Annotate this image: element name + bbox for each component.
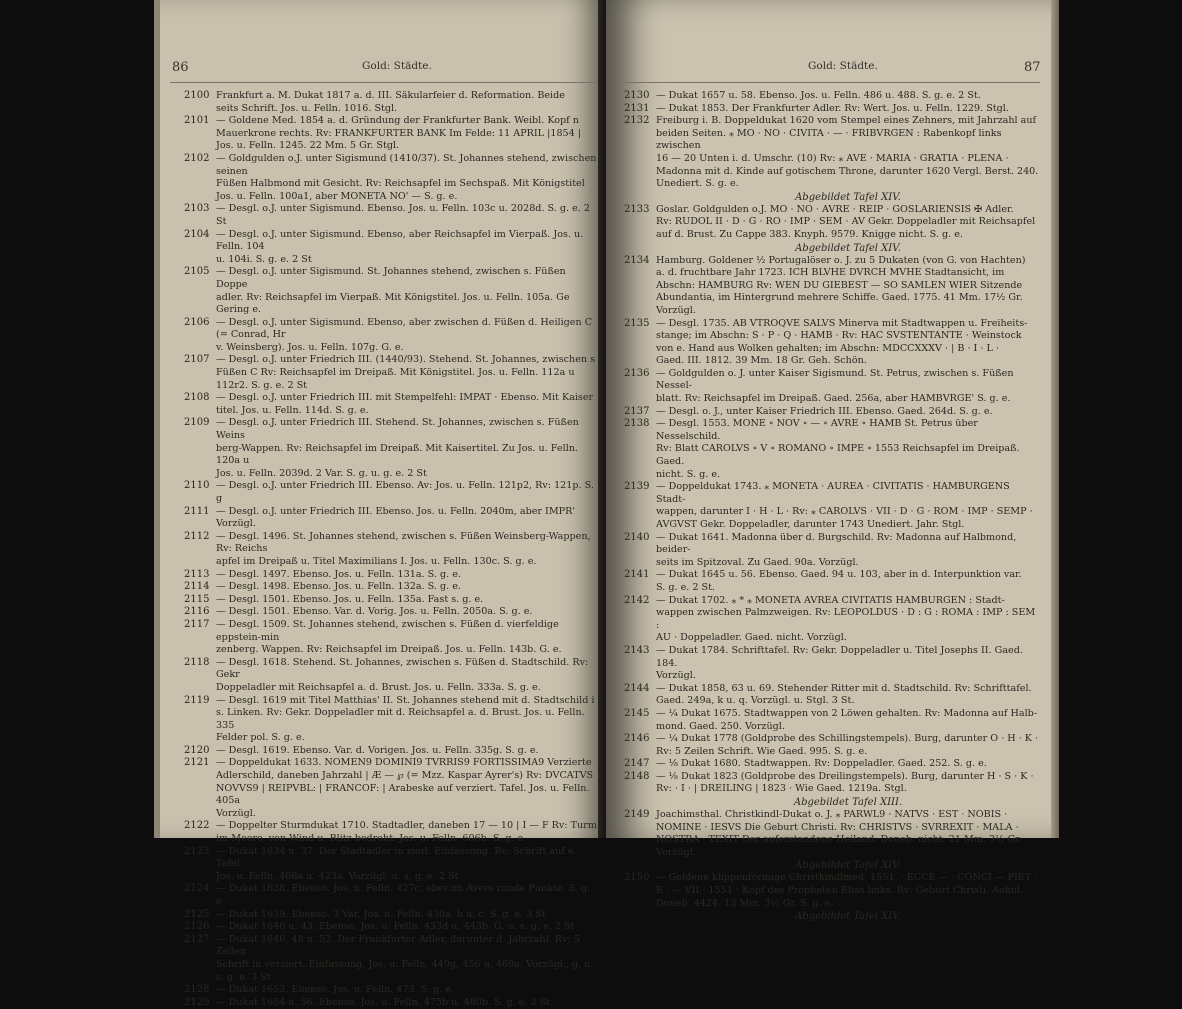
entry-text: — Desgl. 1497. Ebenso. Jos. u. Felln. 131a. S. g. e.: [216, 568, 461, 580]
entry-text: — ¼ Dukat 1778 (Goldprobe des Schillingstempels). Burg, darunter O · H · K · Rv: 5 Zeilen Schrift. Wie Gaed. 995. S. g. e.: [656, 733, 1039, 757]
catalog-entry: [624, 809, 1040, 859]
entry-number: 2119: [184, 694, 210, 706]
entry-text: — Goldgulden o. J. unter Kaiser Sigismund. St. Petrus, zwischen s. Füßen Nessel- blatt. Rv: Reichsapfel im Dreipaß. Gaed. 256a, aber HAMBVRGE' S. g. e.: [656, 367, 1014, 405]
catalog-entry: [184, 531, 598, 569]
entry-text: — Doppelter Sturmdukat 1710. Stadtadler, daneben 17 — 10 | I — F Rv: Turm im Meere, von Wind u. Blitz bedroht. Jos. u. Felln. 606b. S. g. e.: [216, 820, 597, 845]
entry-text: — Desgl. o.J. unter Friedrich III. Stehend. St. Johannes, zwischen s. Füßen Weins berg-Wappen. Rv: Reichsapfel im Dreipaß. Mit Kaisertitel. Zu Jos. u. Felln. 120a u Jos. u. Felln. 2039d. 2 Var. S. g. u. g. e. 2 St: [216, 417, 579, 479]
catalog-entry: [184, 997, 598, 1009]
entry-number: 2123: [184, 845, 210, 857]
entry-text: Joachimsthal. Christkindl-Dukat o. J. ⁎ PARWL9 · NATVS · EST · NOBIS · NOMINE · IESVS Die Geburt Christi. Rv: CHRISTVS · SVRREXIT · MALA · NOSTRA · TEXIT Der auferstandene Heiland. Doneb. nicht. 21 Mm. 3½ Gr. Vorzügl.: [656, 809, 1022, 858]
entry-number: 2100: [184, 90, 210, 101]
entry-text: — Dukat 1639. Ebenso. 3 Var. Jos. u. Felln. 430a, b u. c. S. g. e. 3 St: [216, 908, 546, 920]
catalog-entry: [184, 984, 598, 997]
catalog-entry: [184, 934, 598, 984]
catalog-entry: [624, 103, 1040, 116]
entry-number: 2109: [184, 417, 210, 429]
entry-text: Hamburg. Goldener ½ Portugalöser o. J. zu 5 Dukaten (von G. von Hachten) a. d. fruchtbare Jahr 1723. ICH BLVHE DVRCH MVHE Stadtansicht, im Abschn: HAMBURG Rv: WEN DU GIEBEST — SO SAMLEN WIER Sitzende Abundantia, im Hintergrund mehrere Schiffe. Gaed. 1775. 41 Mm. 17½ Gr. Vorzügl.: [656, 254, 1026, 316]
catalog-entry: [184, 153, 598, 203]
entry-text: — Desgl. o.J. unter Friedrich III. Ebenso. Av: Jos. u. Felln. 121p2, Rv: 121p. S. g: [216, 480, 594, 504]
catalog-entry: [184, 569, 598, 582]
entry-number: 2138: [624, 418, 650, 430]
entry-number: 2143: [624, 644, 650, 656]
entry-number: 2135: [624, 317, 650, 329]
catalog-entry: [184, 115, 598, 153]
entry-number: 2127: [184, 933, 210, 945]
entry-text: — Dukat 1654 u. 56. Ebenso. Jos. u. Felln. 475b u. 480b. S. g. e. 2 St: [216, 996, 551, 1008]
entry-number: 2122: [184, 820, 210, 832]
catalog-entry: [184, 581, 598, 594]
catalog-entry: [624, 318, 1040, 368]
entry-number: 2106: [184, 316, 210, 328]
catalog-entry: [184, 90, 598, 115]
catalog-entry: [624, 255, 1040, 318]
entry-number: 2140: [624, 531, 650, 543]
entry-number: 2150: [624, 872, 650, 884]
entry-text: — Desgl. 1619. Ebenso. Var. d. Vorigen. Jos. u. Felln. 335g. S. g. e.: [216, 744, 539, 756]
entry-number: 2131: [624, 102, 650, 114]
entry-text: — Dukat 1634 u. 37. Der Stadtadler in zierl. Einfassung. Rv: Schrift auf e. Tafel Jos. u. Felln. 408a u. 423a. Vorzügl. u. s. g. e. 2 St: [216, 845, 577, 882]
entry-number: 2110: [184, 480, 210, 492]
entry-number: 2115: [184, 593, 210, 605]
plate-caption: Abgebildet Tafel XIV.: [795, 911, 901, 923]
catalog-entry: [184, 606, 598, 619]
entry-number: 2133: [624, 203, 650, 215]
entry-text: — Doppeldukat 1743. ⁎ MONETA · AUREA · CIVITATIS · HAMBURGENS Stadt- wappen, darunter I · H · L · Rv: ⁎ CAROLVS · VII · D · G · ROM · IMP · SEMP · AVGVST Gekr. Doppeladler, darunter 1743 Unediert. Jahr. Stgl.: [656, 481, 1033, 530]
entry-text: — Desgl. 1618. Stehend. St. Johannes, zwischen s. Füßen d. Stadtschild. Rv: Gekr Doppeladler mit Reichsapfel a. d. Brust. Jos. u. Felln. 333a. S. g. e.: [216, 656, 589, 693]
entry-number: 2113: [184, 568, 210, 580]
catalog-entry: [184, 883, 598, 908]
entry-text: — Desgl. o.J. unter Sigismund. Ebenso, aber zwischen d. Füßen d. Heiligen C (= Conrad, Hr v. Weinsberg). Jos. u. Felln. 107g. G. e.: [216, 316, 593, 353]
catalog-entry: [624, 481, 1040, 531]
catalog-entry: [184, 619, 598, 657]
entry-number: 2134: [624, 254, 650, 266]
entry-number: 2144: [624, 682, 650, 694]
left-page: [160, 0, 606, 1008]
entry-text: Goslar. Goldgulden o.J. MO · NO · AVRE · REIP · GOSLARIENSIS ✠ Adler. Rv: RUDOL II · D · G · RO · IMP · SEM · AV Gekr. Doppeladler mit Reichsapfel auf d. Brust. Zu Cappe 383. Knyph. 9579. Knigge nicht. S. g. e.: [656, 203, 1036, 240]
left-header-rule: [170, 82, 600, 83]
right-running-head: Gold: Städte.: [808, 60, 878, 72]
entry-text: — Desgl. 1509. St. Johannes stehend, zwischen s. Füßen d. vierfeldige eppstein-min zenberg. Wappen. Rv: Reichsapfel im Dreipaß. Jos. u. Felln. 143b. G. e.: [216, 618, 562, 656]
catalog-entry: [184, 480, 598, 505]
entry-text: — Desgl. 1496. St. Johannes stehend, zwischen s. Füßen Weinsberg-Wappen, Rv: Reichs apfel im Dreipaß u. Titel Maximilians I. Jos. u. Felln. 130c. S. g. e.: [216, 530, 591, 567]
catalog-entry: [184, 594, 598, 607]
left-entries: [184, 90, 598, 1009]
entry-number: 2108: [184, 392, 210, 404]
entry-text: — Desgl. o.J. unter Sigismund. St. Johannes stehend, zwischen s. Füßen Doppe adler. Rv: Reichsapfel im Vierpaß. Mit Königstitel. Jos. u. Felln. 105a. Ge Gering e.: [216, 266, 570, 316]
plate-caption: Abgebildet Tafel XIII.: [793, 797, 903, 809]
plate-caption: Abgebildet Tafel XIV.: [795, 242, 901, 254]
entry-text: — Dukat 1645 u. 56. Ebenso. Gaed. 94 u. 103, aber in d. Interpunktion var. S. g. e. 2 St.: [656, 569, 1022, 593]
catalog-entry: [184, 757, 598, 820]
entry-number: 2120: [184, 744, 210, 756]
entry-number: 2124: [184, 883, 210, 895]
entry-text: Frankfurt a. M. Dukat 1817 a. d. III. Säkularfeier d. Reformation. Beide seits Schrift. Jos. u. Felln. 1016. Stgl.: [216, 90, 565, 114]
entry-text: — Dukat 1640 u. 43. Ebenso. Jos. u. Felln. 433d u. 443b. G. u. s. g. e. 2 St: [216, 921, 575, 933]
entry-number: 2147: [624, 758, 650, 770]
entry-text: — Dukat 1657 u. 58. Ebenso. Jos. u. Felln. 486 u. 488. S. g. e. 2 St.: [656, 90, 981, 101]
entry-text: — Desgl. o.J. unter Sigismund. Ebenso. Jos. u. Felln. 103c u. 2028d. S. g. e. 2 St: [216, 203, 590, 227]
left-page-number: 86: [172, 60, 189, 75]
entry-text: — Desgl. o.J. unter Friedrich III. Ebenso. Jos. u. Felln. 2040m, aber IMPR' Vorzügl.: [216, 505, 575, 530]
entry-text: Freiburg i. B. Doppeldukat 1620 vom Stempel eines Zehners, mit Jahrzahl auf beiden Seiten. ⁎ MO · NO · CIVITA · — · FRIBVRGEN : Rabenkopf links zwischen 16 — 20 Unten i. d. Umschr. (10) Rv: ⁎ AVE · MARIA · GRATIA · PLENA · Madonna mit d. Kinde auf gotischem Throne, darunter 1620 Vergl. Berst. 240. Unediert. S. g. e.: [656, 115, 1039, 190]
entry-number: 2107: [184, 354, 210, 366]
catalog-entry: [184, 229, 598, 267]
entry-text: — Desgl. 1501. Ebenso. Jos. u. Felln. 135a. Fast s. g. e.: [216, 593, 484, 605]
entry-number: 2103: [184, 203, 210, 215]
entry-text: — Dukat 1641. Madonna über d. Burgschild. Rv: Madonna auf Halbmond, beider- seits im Spitzoval. Zu Gaed. 90a. Vorzügl.: [656, 531, 1017, 568]
entry-number: 2112: [184, 530, 210, 542]
entry-text: — Desgl. o.J. unter Friedrich III. mit Stempelfehl: IMPAT · Ebenso. Mit Kaiser titel. Jos. u. Felln. 114d. S. g. e.: [216, 392, 594, 416]
catalog-entry: [624, 418, 1040, 481]
entry-text: — Desgl. 1501. Ebenso. Var. d. Vorig. Jos. u. Felln. 2050a. S. g. e.: [216, 606, 533, 618]
catalog-entry: [184, 695, 598, 745]
entry-number: 2148: [624, 770, 650, 782]
entry-number: 2142: [624, 594, 650, 606]
catalog-entry: [624, 771, 1040, 796]
catalog-entry: [184, 846, 598, 884]
entry-text: — ¼ Dukat 1675. Stadtwappen von 2 Löwen gehalten. Rv: Madonna auf Halb- mond. Gaed. 250. Vorzügl.: [656, 707, 1038, 732]
entry-text: — ⅛ Dukat 1823 (Goldprobe des Dreilingstempels). Burg, darunter H · S · K · Rv: · I · | DREILING | 1823 · Wie Gaed. 1219a. Stgl.: [656, 770, 1034, 795]
catalog-entry: [624, 595, 1040, 645]
catalog-entry: [184, 417, 598, 480]
catalog-entry: [624, 683, 1040, 708]
entry-number: 2114: [184, 581, 210, 593]
entry-text: — Goldgulden o.J. unter Sigismund (1410/37). St. Johannes stehend, zwischen seinen Füßen Halbmond mit Gesicht. Rv: Reichsapfel im Sechspaß. Mit Königstitel Jos. u. Felln. 100a1, aber MONETA NO' — S. g. e.: [216, 152, 597, 202]
entry-text: — Goldene Med. 1854 a. d. Gründung der Frankfurter Bank. Weibl. Kopf n Mauerkrone rechts. Rv: FRANKFURTER BANK Im Felde: 11 APRIL |1854 | Jos. u. Felln. 1245. 22 Mm. 5 Gr. Stgl.: [216, 115, 582, 152]
entry-number: 2129: [184, 996, 210, 1008]
catalog-entry: [184, 921, 598, 934]
catalog-entry: [624, 406, 1040, 419]
catalog-entry: [624, 645, 1040, 683]
plate-caption: Abgebildet Tafel XIV.: [795, 860, 901, 872]
entry-number: 2139: [624, 481, 650, 493]
entry-number: 2149: [624, 809, 650, 821]
entry-text: — Desgl. o. J., unter Kaiser Friedrich III. Ebenso. Gaed. 264d. S. g. e.: [656, 405, 993, 417]
catalog-entry: [624, 569, 1040, 594]
entry-text: — Desgl. 1735. AB VTROQVE SALVS Minerva mit Stadtwappen u. Freiheits- stange; im Abschn: S · P · Q · HAMB · Rv: HAC SVSTENTANTE · Weinstock von e. Hand aus Wolken gehalten; im Abschn: MDCCXXXV · | B · I · L · Gaed. III. 1812. 39 Mm. 18 Gr. Geh. Schön.: [656, 317, 1028, 367]
catalog-entry: [624, 708, 1040, 733]
entry-text: — Dukat 1853. Der Frankfurter Adler. Rv: Wert. Jos. u. Felln. 1229. Stgl.: [656, 102, 1009, 114]
catalog-entry: [184, 354, 598, 392]
catalog-entry: [624, 758, 1040, 771]
catalog-entry: [184, 506, 598, 531]
entry-number: 2145: [624, 707, 650, 719]
catalog-entry: [624, 90, 1040, 103]
catalog-entry: [624, 204, 1040, 242]
entry-number: 2141: [624, 569, 650, 581]
entry-text: — Dukat 1784. Schrifttafel. Rv: Gekr. Doppeladler u. Titel Josephs II. Gaed. 184. Vorzügl.: [656, 644, 1023, 682]
right-header-rule: [620, 82, 1040, 83]
catalog-entry: [184, 909, 598, 922]
entry-number: 2125: [184, 908, 210, 920]
right-entries: [624, 90, 1040, 923]
catalog-entry: [624, 368, 1040, 406]
entry-text: — Goldene klippenförmige Christkindlmed. 1551. · ECCE — · CONCI — PIET · E · — VII · 1551 · Kopf des Propheten Elias links. Rv: Geburt Christi. Aehnl. Doneb. 4424. 13 Mm. 3½ Gr. S. g. e.: [656, 872, 1038, 909]
left-running-head: Gold: Städte.: [362, 60, 432, 72]
plate-caption: Abgebildet Tafel XIV.: [795, 191, 901, 203]
entry-number: 2102: [184, 152, 210, 164]
right-page-edge: [1051, 0, 1059, 838]
right-page-number: 87: [1024, 60, 1041, 75]
entry-number: 2116: [184, 606, 210, 618]
catalog-entry: [184, 657, 598, 695]
entry-number: 2128: [184, 984, 210, 996]
entry-number: 2137: [624, 405, 650, 417]
entry-number: 2118: [184, 656, 210, 668]
catalog-entry: [184, 392, 598, 417]
entry-text: — Dukat 1646, 48 u. 52. Der Frankfurter Adler, darunter d. Jahrzahl. Rv: 5 Zeilen Schrift in verziert. Einfassung. Jos. u. Felln. 449g, 456 u. 469a. Vorzügl., g. u. s. g. e. 3 St: [216, 933, 594, 983]
entry-number: 2146: [624, 733, 650, 745]
entry-number: 2130: [624, 90, 650, 101]
entry-text: — Dukat 1653. Ebenso. Jos. u. Felln. 473. S. g. e.: [216, 984, 454, 996]
catalog-entry: [624, 872, 1040, 910]
entry-text: — ⅛ Dukat 1680. Stadtwappen. Rv: Doppeladler. Gaed. 252. S. g. e.: [656, 758, 987, 770]
entry-text: — Desgl. 1498. Ebenso. Jos. u. Felln. 132a. S. g. e.: [216, 581, 461, 593]
entry-text: — Desgl. o.J. unter Friedrich III. (1440/93). Stehend. St. Johannes, zwischen s Füßen C Rv: Reichsapfel im Dreipaß. Mit Königstitel. Jos. u. Felln. 112a u 112r2. S. g. e. 2 St: [216, 354, 596, 391]
entry-number: 2105: [184, 266, 210, 278]
entry-number: 2101: [184, 115, 210, 127]
entry-text: — Doppeldukat 1633. NOMEN9 DOMINI9 TVRRIS9 FORTISSIMA9 Verzierte Adlerschild, daneben Jahrzahl | Æ — ℘ (= Mzz. Kaspar Ayrer's) Rv: DVCATVS NOVVS9 | REIPVBL: | FRANCOF: | Arabeske auf verziert. Tafel. Jos. u. Felln. 405a Vorzügl.: [216, 757, 594, 819]
entry-text: — Dukat 1638. Ebenso. Jos. u. Felln. 427c, aber im Avers runde Punkte. S. g. e: [216, 883, 591, 907]
entry-number: 2121: [184, 757, 210, 769]
entry-number: 2126: [184, 921, 210, 933]
entry-text: — Dukat 1702. ⁎ * ⁎ MONETA AVREA CIVITATIS HAMBURGEN : Stadt- wappen zwischen Palmzweigen. Rv: LEOPOLDUS · D : G : ROMA : IMP : SEM : AU · Doppeladler. Gaed. nicht. Vorzügl.: [656, 594, 1036, 644]
catalog-entry: [184, 745, 598, 758]
entry-text: — Desgl. 1553. MONE ∘ NOV ∘ — ∘ AVRE ∘ HAMB St. Petrus über Nesselschild. Rv: Blatt CAROLVS ∘ V ∘ ROMANO ∘ IMPE ∘ 1553 Reichsapfel im Dreipaß. Gaed. nicht. S. g. e.: [656, 418, 1020, 480]
entry-number: 2136: [624, 367, 650, 379]
catalog-entry: [624, 733, 1040, 758]
catalog-entry: [624, 532, 1040, 570]
catalog-entry: [624, 115, 1040, 191]
right-page: [606, 0, 1051, 923]
entry-number: 2117: [184, 618, 210, 630]
entry-text: — Desgl. o.J. unter Sigismund. Ebenso, aber Reichsapfel im Vierpaß. Jos. u. Felln. 104 u. 104i. S. g. e. 2 St: [216, 228, 584, 265]
entry-number: 2104: [184, 228, 210, 240]
entry-text: — Desgl. 1619 mit Titel Matthias' II. St. Johannes stehend mit d. Stadtschild i s. Linken. Rv: Gekr. Doppeladler mit d. Reichsapfel a. d. Brust. Jos. u. Felln. 335 Felder pol. S. g. e.: [216, 694, 595, 744]
catalog-entry: [184, 820, 598, 845]
catalog-entry: [184, 203, 598, 228]
entry-text: — Dukat 1858, 63 u. 69. Stehender Ritter mit d. Stadtschild. Rv: Schrifttafel. Gaed. 249a, k u. q. Vorzügl. u. Stgl. 3 St.: [656, 682, 1032, 707]
catalog-entry: [184, 266, 598, 316]
entry-number: 2111: [184, 505, 210, 517]
entry-number: 2132: [624, 115, 650, 127]
catalog-entry: [184, 317, 598, 355]
